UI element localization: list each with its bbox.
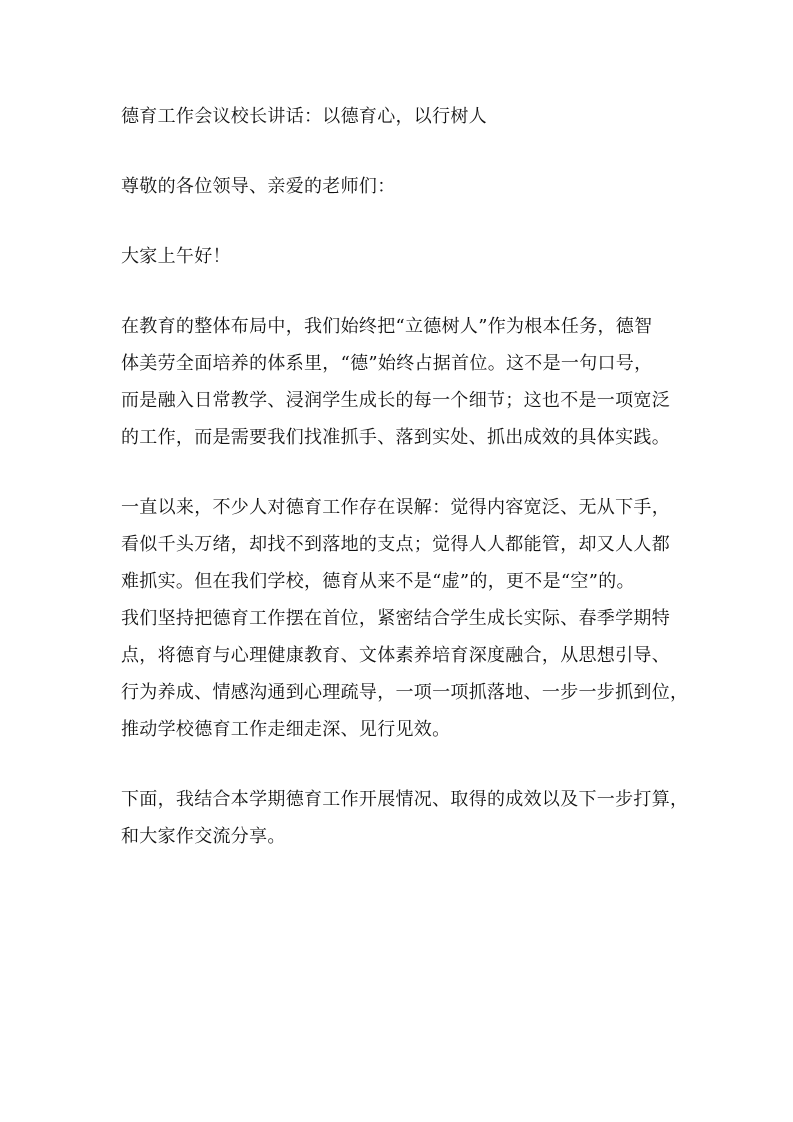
paragraph-2-line: 我们坚持把德育工作摆在首位，紧密结合学生成长实际、春季学期特 [121,608,670,629]
paragraph-2-line: 推动学校德育工作走细走深、见行见效。 [121,719,451,740]
document-body [121,98,689,855]
paragraph-2-line: 一直以来，不少人对德育工作存在误解：觉得内容宽泛、无从下手， [121,497,670,518]
paragraph-3-line: 和大家作交流分享。 [121,826,286,847]
paragraph-1-line: 在教育的整体布局中，我们始终把“立德树人”作为根本任务，德智 [121,316,653,337]
salutation-block [121,238,681,275]
greeting-line: 尊敬的各位领导、亲爱的老师们： [121,176,396,197]
paragraph-1-line: 而是融入日常教学、浸润学生成长的每一个细节；这也不是一项宽泛 [121,390,670,411]
paragraph-1 [121,308,681,456]
paragraph-2 [121,489,689,748]
paragraph-2-line: 难抓实。但在我们学校，德育从来不是“虚”的，更不是“空”的。 [121,571,635,592]
paragraph-2-line: 看似千头万绪，却找不到落地的支点；觉得人人都能管，却又人人都 [121,534,670,555]
document-title-block [121,98,681,135]
paragraph-2-line: 行为养成、情感沟通到心理疏导，一项一项抓落地、一步一步抓到位， [121,682,689,703]
document-title: 德育工作会议校长讲话：以德育心，以行树人 [121,106,487,127]
paragraph-2-line: 点，将德育与心理健康教育、文体素养培育深度融合，从思想引导、 [121,645,670,666]
paragraph-3-line: 下面，我结合本学期德育工作开展情况、取得的成效以及下一步打算， [121,789,689,810]
paragraph-1-line: 的工作，而是需要我们找准抓手、落到实处、抓出成效的具体实践。 [121,427,670,448]
paragraph-1-line: 体美劳全面培养的体系里，“德”始终占据首位。这不是一句口号， [121,353,653,374]
paragraph-3 [121,781,689,855]
salutation-line: 大家上午好！ [121,246,231,267]
greeting-block [121,168,681,205]
